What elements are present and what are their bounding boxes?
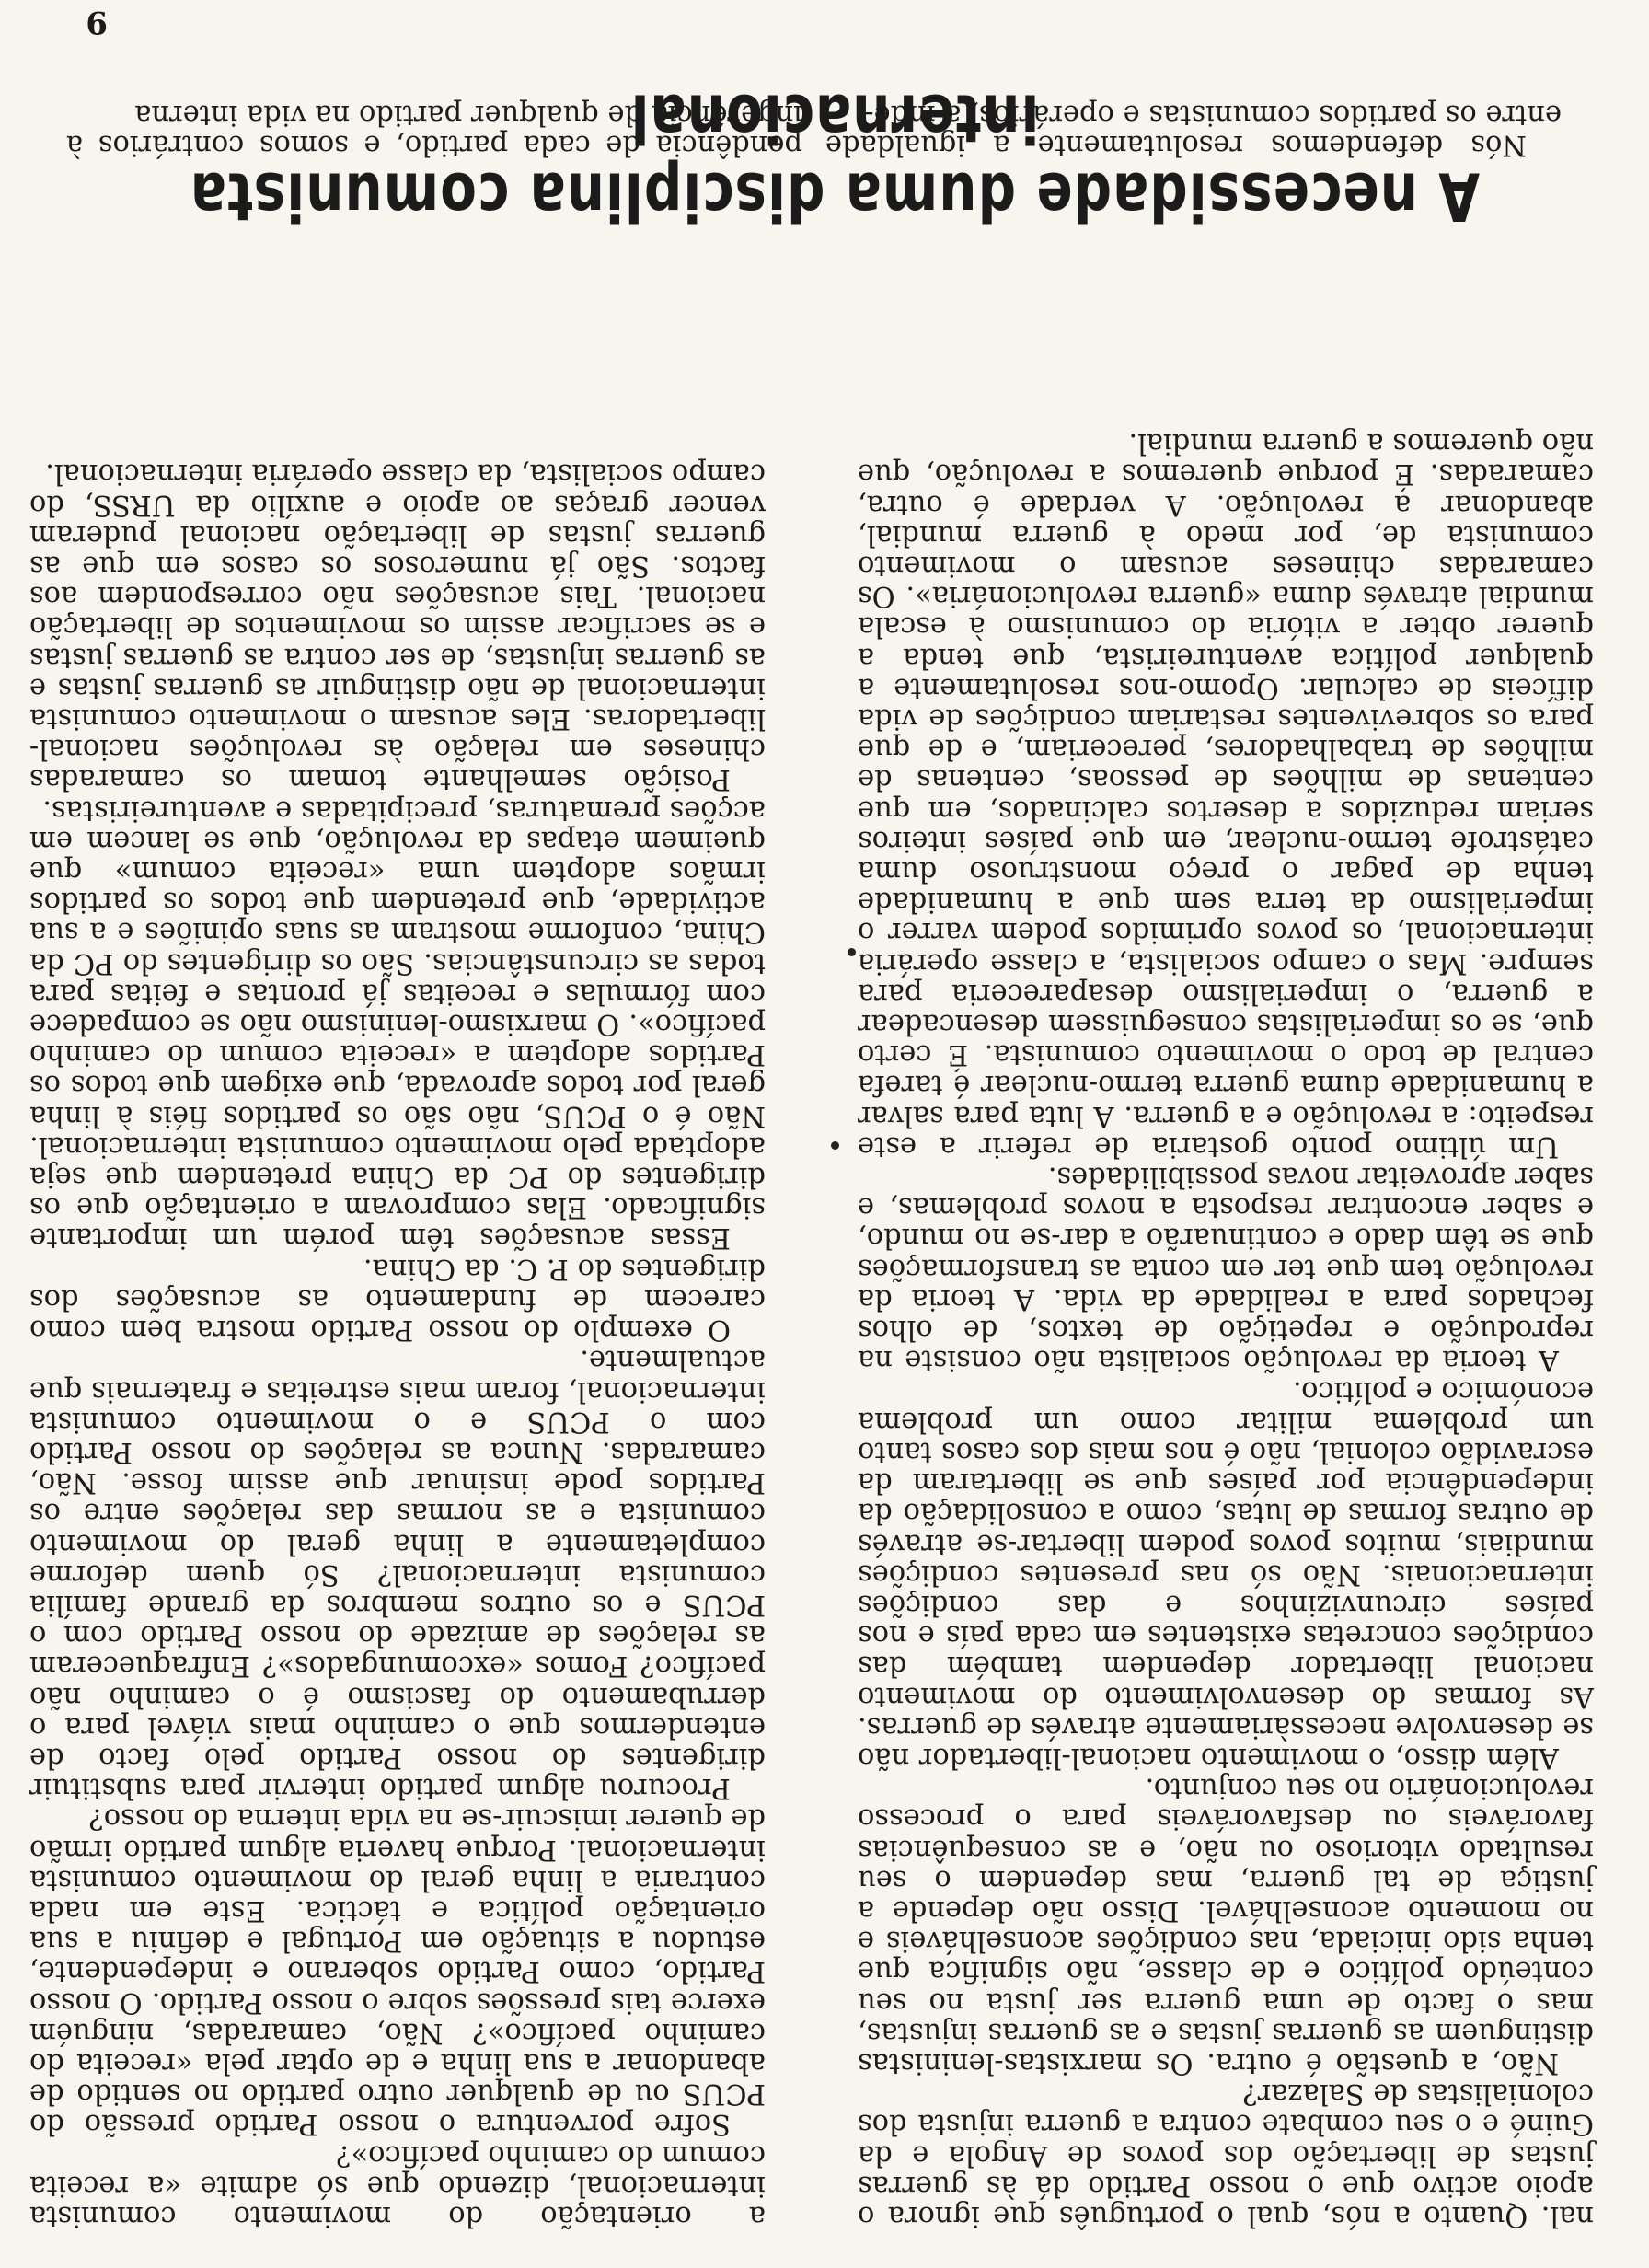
paragraph: Além disso, o movimento nacional-libertador não se desenvolve necessàriamente através de guerras. As formas do desenvolvimento do movimento nacional libertador dependem também das condições concretas existentes em cada país e nos países circunvizinhos e das condições internacionais. Não só nas presentes condições mundiais, muitos povos podem libertar-se através de outras formas de lutas, como a consolidação da independência por países que se libertaram da escravidão colonial, não é nos mais dos casos tanto um problema militar como um problema económico e político. (858, 1374, 1594, 1774)
body-column-right (858, 280, 1594, 2231)
body-column-left (29, 280, 766, 2231)
paragraph: a orientação do movimento comunista internacional, dizendo que só admite «a receita comum do caminho pacífico»? (29, 2138, 766, 2232)
paragraph: A teoria da revolução socialista não consiste na reprodução e repetição de textos, de olhos fechados para a realidade da vida. A teoria da revolução tem que ter em conta as transformações que se têm dado e continuarão a dar-se no mundo, e saber encontrar resposta a novos problemas, e saber aproveitar novas possibilidades. (858, 1161, 1594, 1377)
paragraph: Um último ponto gostaria de referir a este respeito: a revolução e a guerra. A luta para salvar a humanidade duma guerra termo-nuclear é tarefa central de todo o movimento comunista. É certo que, se os imperialistas conseguissem desencadear a guerra, o imperialismo desapareceria para sempre. Mas o campo socialista, a classe operária internacional, os povos oprimidos podem varrer o imperialismo da terra sem que a humanidade tenha de pagar o preço monstruoso duma catástrofe termo-nuclear, em que países inteiros seriam reduzidos a desertos calcinados, em que centenas de milhões de pessoas, centenas de milhões de trabalhadores, pereceriam, e de que para os sobreviventes restariam condições de vida difíceis de calcular. Opomo-nos resolutamente a qualquer política aventureirista, que tenda a querer obter a vitória do comunismo à escala mundial através duma «guerra revolucionária». Os camaradas chineses acusam o movimento comunista de, por medo à guerra mundial, abandonar a revolução. A verdade é outra, camaradas. É porque queremos a revolução, que não queremos a guerra mundial. (858, 427, 1594, 1163)
margin-mark-dot (831, 1141, 839, 1150)
paragraph: Procurou algum partido intervir para substituir dirigentes do nosso Partido pelo facto de entendermos que o caminho mais viável para o derrubamento do fascismo é o caminho não pacífico? Fomos «excomungados»? Enfraqueceram as relações de amizade do nosso Partido com o PCUS e os outros membros da grande família comunista internacional? Só quem deforme completamente a linha geral do movimento comunista e as normas das relações entre os Partidos pode insinuar que assim fosse. Não, camaradas. Nunca as relações do nosso Partido com o PCUS e o movimento comunista internacional, foram mais estreitas e fraternais que actualmente. (29, 1344, 766, 1805)
intro-paragraph-left: Nós defendemos resolutamente a igualdade entre os partidos comunistas e operários, a inde- (825, 98, 1562, 161)
page-number: 9 (86, 4, 108, 40)
paragraph: Sofre porventura o nosso Partido pressão do PCUS ou de qualquer outro partido no sentido de abandonar a sua linha e de optar pela «receita do caminho pacífico»? Não, camaradas, ninguém exerce tais pressões sobre o nosso Partido. O nosso Partido, como Partido soberano e independente, estudou a situação em Portugal e definiu a sua orientação política e táctica. Este em nada contraria a linha geral do movimento comunista internacional. Porque haveria algum partido irmão de querer imiscuir-se na vida interna do nosso? (29, 1802, 766, 2141)
margin-mark-dot (848, 948, 856, 956)
paragraph: nal. Quanto a nós, qual o português que ignora o apoio activo que o nosso Partido dá às guerras justas de libertação dos povos de Angola e da Guiné e o seu combate contra a guerra injusta dos colonialistas de Salazar? (858, 2077, 1594, 2232)
paragraph: Não, a questão é outra. Os marxistas-leninistas distinguem as guerras justas e as guerras injustas, mas o facto de uma guerra ser justa no seu conteúdo político e de classe, não significa que tenha sido iniciada, nas condições aconselháveis e no momento aconselhável. Disso não depende a justiça de tal guerra, mas dependem o seu resultado vitorioso ou não, e as consequências favoráveis ou desfavoráveis para o processo revolucionário no seu conjunto. (858, 1772, 1594, 2079)
paragraph: Posição semelhante tomam os camaradas chineses em relação às revoluções nacional-libertadoras. Eles acusam o movimento comunista internacional de não distinguir as guerras justas e as guerras injustas, de ser contra as guerras justas e se sacrificar assim os movimentos de libertação nacional. Tais acusações não correspondem aos factos. São já numerosos os casos em que as guerras justas de libertação nacional puderam vencer graças ao apoio e auxílio da URSS, do campo socialista, da classe operária internacional. (29, 457, 766, 796)
paragraph: Essas acusações têm porém um importante significado. Elas comprovam a orientação que os dirigentes do PC da China pretendem que seja adoptada pelo movimento comunista internacional. Não é o PCUS, não são os partidos fiéis à linha geral por todos aprovada, que exigem que todos os Partidos adoptem a «receita comum do caminho pacífico». O marxismo-leninismo não se compadece com fórmulas e receitas já prontas e feitas para todas as circunstâncias. São os dirigentes do PC da China, conforme mostram as suas opiniões e a sua actividade, que pretendem que todos os partidos irmãos adoptem uma «receita comum» que queimem etapas da revolução, que se lancem em acções prematuras, precipitadas e aventureiristas. (29, 793, 766, 1255)
paragraph: O exemplo do nosso Partido mostra bem como carecem de fundamento as acusações dos dirigentes do P. C. da China. (29, 1252, 766, 1347)
intro-paragraph-right: pendência de cada partido, e somos contrários à ingerência de qualquer partido na vida interna (66, 98, 802, 161)
article-headline: A necessidade duma disciplina comunista internacional (189, 79, 1481, 236)
